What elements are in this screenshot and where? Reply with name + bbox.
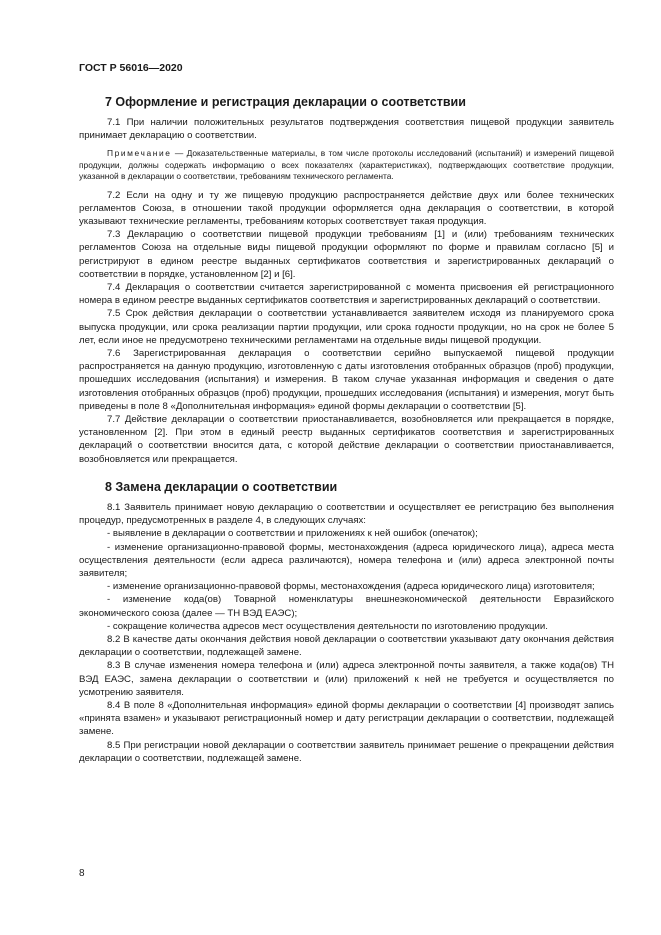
list-item: - сокращение количества адресов мест осуществления деятельности по изготовлению продукции. xyxy=(107,620,548,632)
note-label: Примечание xyxy=(107,148,172,159)
paragraph-8-3: 8.3 В случае изменения номера телефона и (или) адреса электронной почты заявителя, а также кода(ов) ТН ВЭД ЕАЭС, замена декларации о соответствии и (или) приложений к ней не требуется и осуществляется по усмотрению заявителя. xyxy=(79,660,614,698)
paragraph-7-5: 7.5 Срок действия декларации о соответствии устанавливается заявителем исходя из планируемого срока выпуска продукции, или срока реализации партии продукции, или срока годности продукции, но на срок не более 5 лет, если иное не предусмотрено техническими регламентами на отдельные виды пищевой продукции. xyxy=(79,308,614,346)
page-number: 8 xyxy=(79,868,85,879)
paragraph-7-7: 7.7 Действие декларации о соответствии приостанавливается, возобновляется или прекращается в порядке, установленном [2]. При этом в единый реестр выданных сертификатов соответствия и зарегистрированных деклараций о соответствии вносится дата, с которой действие декларации о соответствии приостанавливается, возобновляется или прекращается. xyxy=(79,414,614,465)
note xyxy=(79,148,614,182)
section-7-title: 7 Оформление и регистрация декларации о соответствии xyxy=(105,95,466,109)
paragraph-8-1: 8.1 Заявитель принимает новую декларацию о соответствии и осуществляет ее регистрацию без выполнения процедур, предусмотренных в разделе 4, в следующих случаях: xyxy=(79,501,614,527)
paragraph-7-4: 7.4 Декларация о соответствии считается зарегистрированной с момента присвоения ей регистрационного номера в едином реестре выданных сертификатов соответствия и зарегистрированных деклараций о соответствии. xyxy=(79,282,614,307)
note-text: — Доказательственные материалы, в том числе протоколы исследований (испытаний) и измерений пищевой продукции, должны содержать информацию о всех показателях (характеристиках), подтверждающих соответствие продукции, указанной в декларации о соответствии, требованиям технического регламента. xyxy=(79,148,614,182)
paragraph-8-2: 8.2 В качестве даты окончания действия новой декларации о соответствии указывают дату окончания действия декларации о соответствии, подлежащей замене. xyxy=(79,633,614,659)
paragraph-7-6: 7.6 Зарегистрированная декларация о соответствии серийно выпускаемой пищевой продукции распространяется на данную продукцию, изготовленную с даты изготовления отобранных образцов (проб) продукции, прошедших исследования (испытания) и измерения. В таком случае указанная информация и сведения о дате изготовления отобранных образцов (проб) продукции, прошедших исследования (испытания) и измерения, могут быть приведены в поле 8 «Дополнительная информация» единой формы декларации о соответствии [5]. xyxy=(79,348,614,412)
paragraph-8-4: 8.4 В поле 8 «Дополнительная информация» единой формы декларации о соответствии [4] производят запись «принята взамен» и указывают регистрационный номер и дату регистрации декларации о соответствии, подлежащей замене. xyxy=(79,699,614,738)
section-8-title: 8 Замена декларации о соответствии xyxy=(105,479,338,494)
paragraph-7-2: 7.2 Если на одну и ту же пищевую продукцию распространяется действие двух или более технических регламентов Союза, в отношении такой продукции оформляется одна декларация о соответствии, в которой указывают технические регламенты, требованиям которых соответствует такая продукция. xyxy=(79,189,614,228)
list-item: - изменение организационно-правовой формы, местонахождения (адреса юридического лица), адреса места осуществления деятельности (если адреса различаются), номера телефона и (или) адреса электронной почты заявителя; xyxy=(79,541,614,579)
paragraph-8-5: 8.5 При регистрации новой декларации о соответствии заявитель принимает решение о прекращении действия декларации о соответствии, подлежащей замене. xyxy=(79,739,614,764)
paragraph-7-3: 7.3 Декларацию о соответствии пищевой продукции требованиям [1] и (или) требованиям технических регламентов Союза на отдельные виды пищевой продукции оформляют по форме и правилам согласно [5] и регистрируют в едином реестре выданных сертификатов соответствия и зарегистрированных деклараций о соответствии в порядке, установленном [2] и [6]. xyxy=(79,229,614,280)
document-body xyxy=(79,90,614,765)
list-item: - изменение организационно-правовой формы, местонахождения (адреса юридического лица) изготовителя; xyxy=(107,581,595,593)
list-item: - выявление в декларации о соответствии и приложениях к ней ошибок (опечаток); xyxy=(107,528,478,540)
document-header: ГОСТ Р 56016—2020 xyxy=(79,62,183,74)
list-item: - изменение кода(ов) Товарной номенклатуры внешнеэкономической деятельности Евразийского экономического союза (далее — ТН ВЭД ЕАЭС); xyxy=(79,594,614,619)
paragraph-7-1: 7.1 При наличии положительных результатов подтверждения соответствия пищевой продукции заявитель принимает декларацию о соответствии. xyxy=(79,117,614,142)
